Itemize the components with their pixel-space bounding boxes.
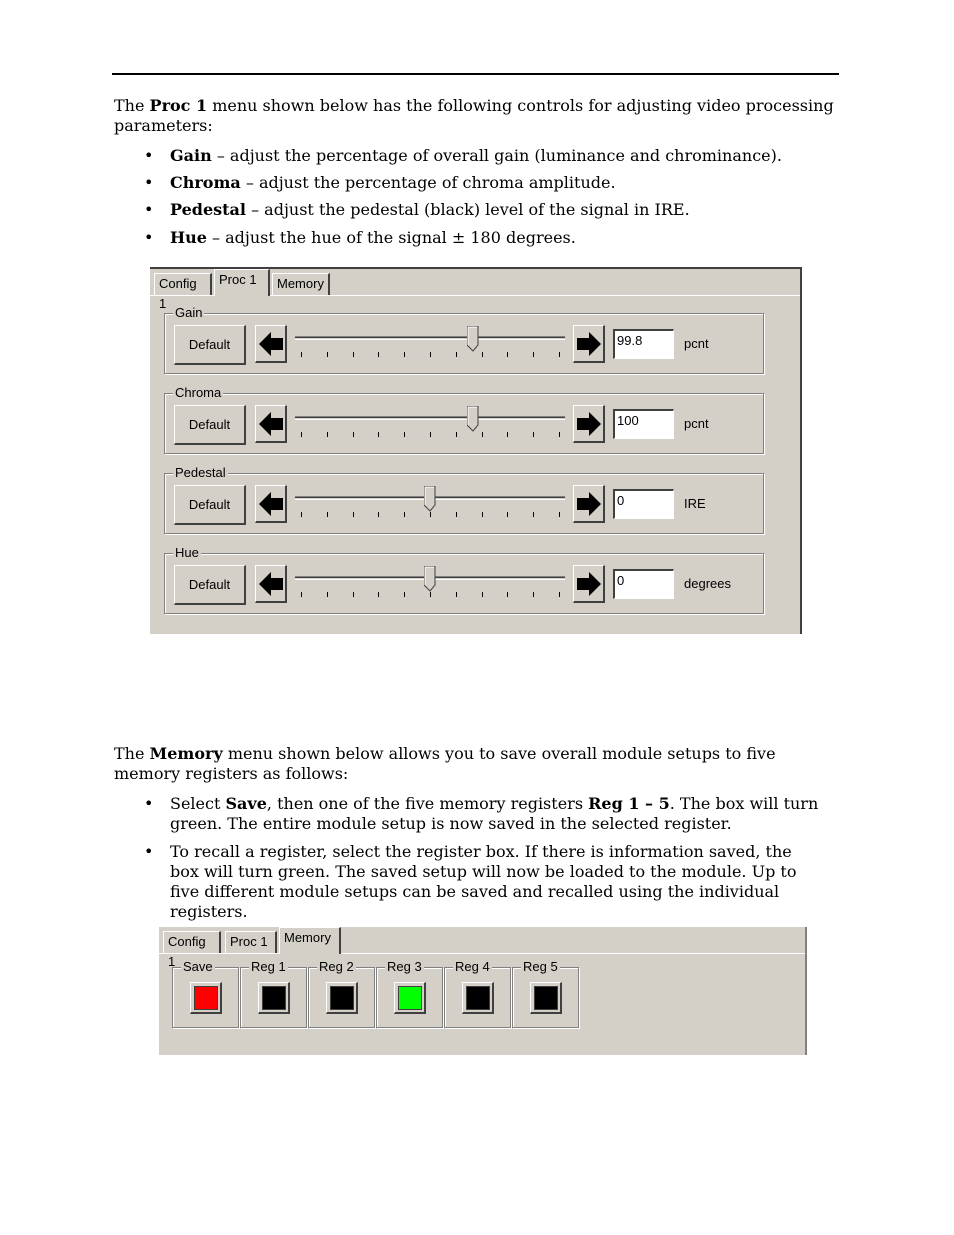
group-label: Chroma bbox=[175, 385, 222, 400]
memory-bullet-list bbox=[144, 794, 824, 922]
register-label: Reg 3 bbox=[387, 959, 422, 974]
unit-label: pcnt bbox=[684, 336, 709, 351]
default-button[interactable]: Default bbox=[174, 485, 246, 525]
slider-tick bbox=[507, 432, 508, 437]
slider-tick bbox=[378, 352, 379, 357]
proc-bullet-list bbox=[144, 146, 824, 248]
memory-panel bbox=[159, 927, 807, 1055]
register-group-2 bbox=[308, 959, 375, 1028]
slider-tick bbox=[301, 592, 302, 597]
group-hue bbox=[164, 545, 764, 614]
slider-tick bbox=[456, 432, 457, 437]
tab-memory[interactable]: Memory bbox=[279, 927, 341, 954]
register-button-4[interactable] bbox=[462, 982, 494, 1014]
slider-thumb[interactable] bbox=[467, 406, 479, 432]
register-indicator bbox=[466, 986, 490, 1010]
list-item: • Chroma – adjust the percentage of chroma amplitude. bbox=[144, 173, 616, 192]
slider-tick bbox=[507, 352, 508, 357]
default-button[interactable]: Default bbox=[174, 405, 246, 445]
decrement-button[interactable] bbox=[255, 485, 287, 523]
slider-tick bbox=[456, 512, 457, 517]
slider-tick bbox=[353, 512, 354, 517]
slider-tick bbox=[378, 592, 379, 597]
increment-button[interactable] bbox=[573, 565, 605, 603]
group-pedestal bbox=[164, 465, 764, 534]
slider-tick bbox=[353, 432, 354, 437]
increment-button[interactable] bbox=[573, 325, 605, 363]
slider-tick bbox=[482, 432, 483, 437]
slider-tick bbox=[430, 352, 431, 357]
slider-tick bbox=[507, 512, 508, 517]
register-group-1 bbox=[240, 959, 307, 1028]
tab-config1[interactable]: Config 1 bbox=[163, 931, 221, 953]
register-button-2[interactable] bbox=[326, 982, 358, 1014]
register-button-1[interactable] bbox=[258, 982, 290, 1014]
slider-tick bbox=[327, 432, 328, 437]
tab-proc1[interactable]: Proc 1 bbox=[214, 269, 270, 296]
increment-button[interactable] bbox=[573, 405, 605, 443]
slider-tick bbox=[353, 352, 354, 357]
slider-tick bbox=[327, 352, 328, 357]
list-item: • Gain – adjust the percentage of overall gain (luminance and chrominance). bbox=[144, 146, 782, 165]
slider-tick bbox=[507, 592, 508, 597]
arrow-right-icon bbox=[576, 411, 602, 437]
list-item: • Pedestal – adjust the pedestal (black) level of the signal in IRE. bbox=[144, 200, 690, 219]
header-rule bbox=[112, 73, 839, 75]
register-button-3[interactable] bbox=[394, 982, 426, 1014]
arrow-right-icon bbox=[576, 571, 602, 597]
value-field[interactable]: 0 bbox=[613, 489, 674, 519]
arrow-right-icon bbox=[576, 331, 602, 357]
slider-tick bbox=[430, 592, 431, 597]
list-item: • To recall a register, select the register box. If there is information saved, the box will turn green. The saved setup will now be loaded to the module. Up to five different module setups can be saved and recalled using the individual registers. bbox=[144, 842, 797, 921]
slider-tick bbox=[327, 512, 328, 517]
slider-tick bbox=[404, 592, 405, 597]
default-button[interactable]: Default bbox=[174, 325, 246, 365]
slider-tick bbox=[404, 432, 405, 437]
save-group bbox=[172, 959, 239, 1028]
list-item: • Hue – adjust the hue of the signal ± 180 degrees. bbox=[144, 228, 576, 247]
register-label: Reg 4 bbox=[455, 959, 490, 974]
decrement-button[interactable] bbox=[255, 565, 287, 603]
slider-tick bbox=[456, 592, 457, 597]
group-gain bbox=[164, 305, 764, 374]
arrow-left-icon bbox=[258, 331, 284, 357]
slider-tick bbox=[533, 512, 534, 517]
tab-divider bbox=[159, 953, 805, 954]
slider-tick bbox=[533, 432, 534, 437]
arrow-left-icon bbox=[258, 491, 284, 517]
register-group-3 bbox=[376, 959, 443, 1028]
group-label: Pedestal bbox=[175, 465, 226, 480]
slider-tick bbox=[404, 352, 405, 357]
value-field[interactable]: 100 bbox=[613, 409, 674, 439]
increment-button[interactable] bbox=[573, 485, 605, 523]
slider-tick bbox=[301, 512, 302, 517]
register-group-5 bbox=[512, 959, 579, 1028]
slider-track[interactable] bbox=[295, 416, 565, 420]
register-label: Save bbox=[183, 959, 213, 974]
register-indicator bbox=[534, 986, 558, 1010]
tab-config1[interactable]: Config 1 bbox=[154, 273, 212, 295]
list-item: • Select Save, then one of the five memory registers Reg 1 – 5. The box will turn green. The entire module setup is now saved in the selected register. bbox=[144, 794, 819, 833]
slider-tick bbox=[559, 512, 560, 517]
unit-label: IRE bbox=[684, 496, 706, 511]
register-label: Reg 5 bbox=[523, 959, 558, 974]
slider-tick bbox=[378, 512, 379, 517]
group-label: Hue bbox=[175, 545, 199, 560]
slider-tick bbox=[482, 352, 483, 357]
slider-tick bbox=[301, 432, 302, 437]
slider-tick bbox=[533, 352, 534, 357]
arrow-right-icon bbox=[576, 491, 602, 517]
value-field[interactable]: 0 bbox=[613, 569, 674, 599]
tab-memory[interactable]: Memory bbox=[272, 273, 330, 295]
group-chroma bbox=[164, 385, 764, 454]
slider-tick bbox=[482, 512, 483, 517]
slider-tick bbox=[533, 592, 534, 597]
proc1-panel bbox=[150, 267, 802, 634]
slider-tick bbox=[559, 432, 560, 437]
slider-thumb[interactable] bbox=[424, 566, 436, 592]
slider-thumb[interactable] bbox=[424, 486, 436, 512]
memory-intro: The Memory menu shown below allows you to save overall module setups to five memory registers as follows: bbox=[114, 744, 776, 783]
slider-tick bbox=[404, 512, 405, 517]
register-indicator bbox=[194, 986, 218, 1010]
register-group-4 bbox=[444, 959, 511, 1028]
unit-label: pcnt bbox=[684, 416, 709, 431]
slider-tick bbox=[559, 352, 560, 357]
proc-intro: The Proc 1 menu shown below has the following controls for adjusting video processing parameters: bbox=[114, 96, 834, 135]
slider-tick bbox=[482, 592, 483, 597]
slider-tick bbox=[430, 512, 431, 517]
arrow-left-icon bbox=[258, 411, 284, 437]
slider-track[interactable] bbox=[295, 336, 565, 340]
register-label: Reg 1 bbox=[251, 959, 286, 974]
tab-proc1[interactable]: Proc 1 bbox=[225, 931, 277, 953]
register-button-5[interactable] bbox=[530, 982, 562, 1014]
default-button[interactable]: Default bbox=[174, 565, 246, 605]
slider-tick bbox=[353, 592, 354, 597]
slider-tick bbox=[327, 592, 328, 597]
save-button[interactable] bbox=[190, 982, 222, 1014]
decrement-button[interactable] bbox=[255, 325, 287, 363]
register-indicator bbox=[262, 986, 286, 1010]
slider-thumb[interactable] bbox=[467, 326, 479, 352]
register-label: Reg 2 bbox=[319, 959, 354, 974]
slider-tick bbox=[456, 352, 457, 357]
slider-tick bbox=[378, 432, 379, 437]
unit-label: degrees bbox=[684, 576, 731, 591]
decrement-button[interactable] bbox=[255, 405, 287, 443]
slider-tick bbox=[430, 432, 431, 437]
value-field[interactable]: 99.8 bbox=[613, 329, 674, 359]
slider-tick bbox=[559, 592, 560, 597]
group-label: Gain bbox=[175, 305, 203, 320]
register-indicator bbox=[330, 986, 354, 1010]
register-indicator bbox=[398, 986, 422, 1010]
slider-tick bbox=[301, 352, 302, 357]
arrow-left-icon bbox=[258, 571, 284, 597]
